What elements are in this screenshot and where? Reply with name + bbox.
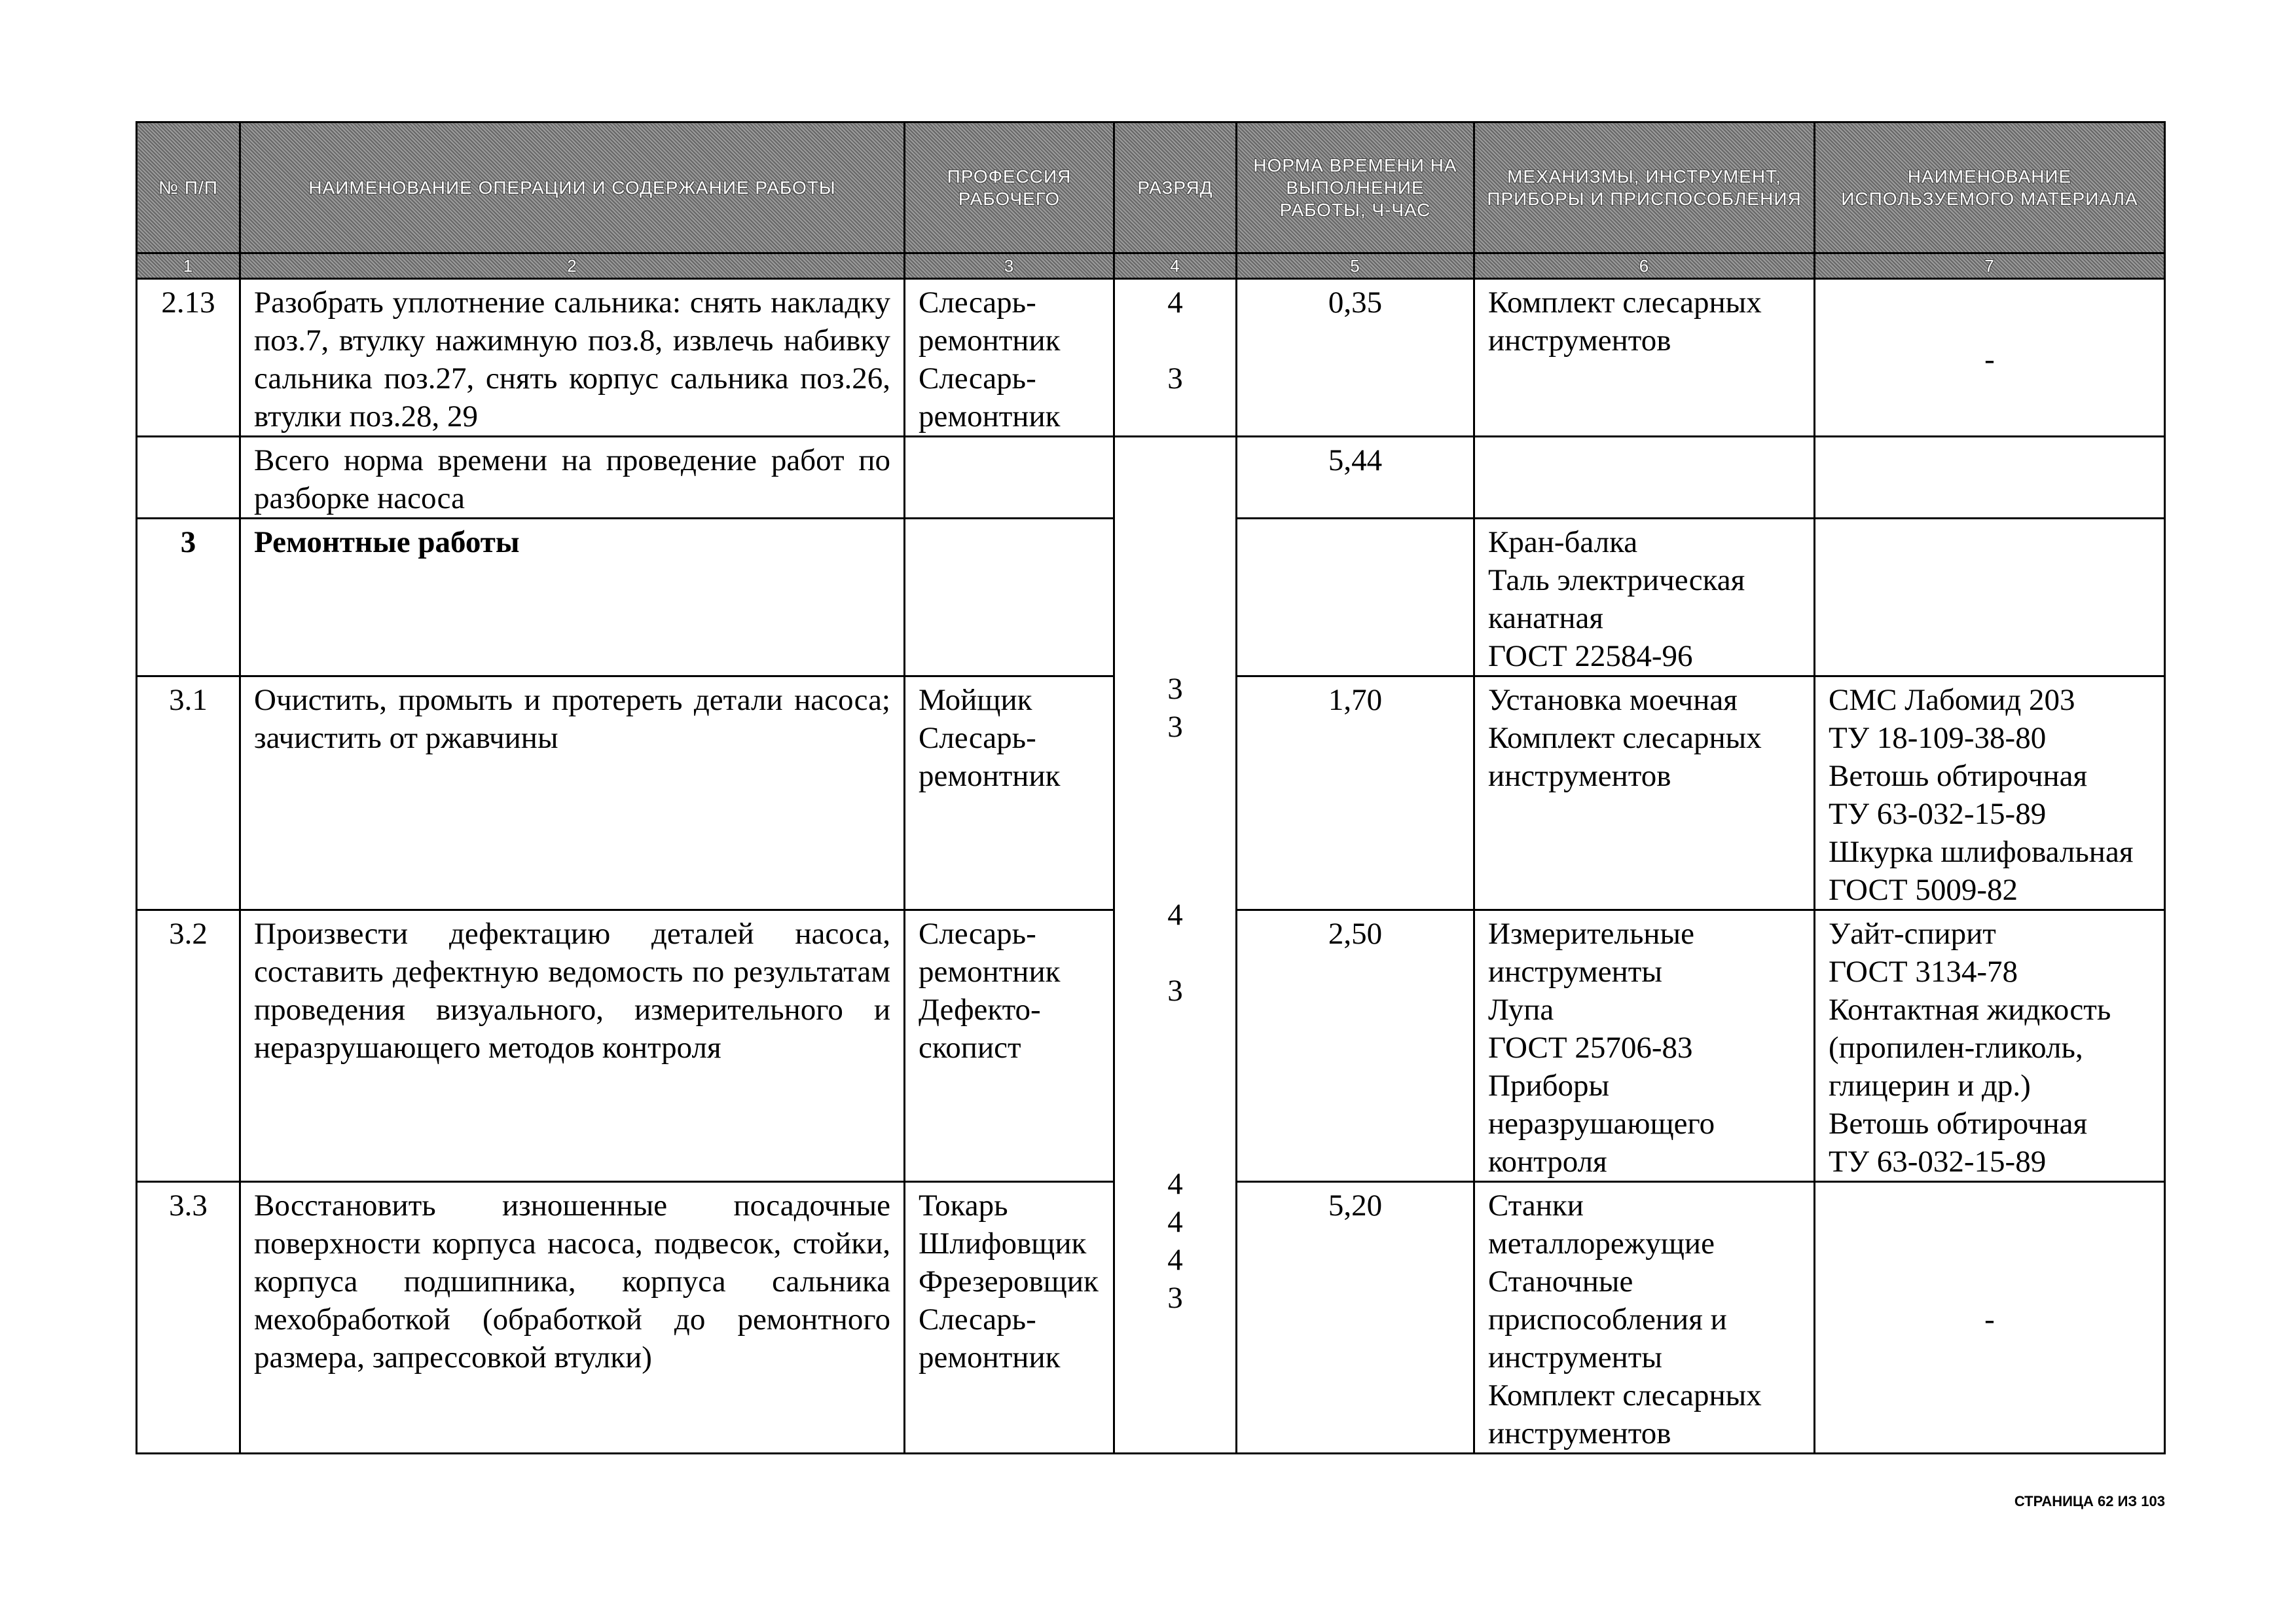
column-number: 4	[1114, 253, 1237, 279]
material-cell: -	[1815, 1182, 2165, 1454]
column-number: 7	[1815, 253, 2165, 279]
profession-line: ремонтник	[919, 323, 1061, 358]
material-line: Уайт-спирит	[1829, 917, 1996, 951]
time-norm: 2,50	[1237, 910, 1474, 1182]
operation-text: Разобрать уплотнение сальника: снять накладку поз.7, втулку нажимную поз.8, извлечь набивку сальника поз.27, снять корпус сальника поз.26, втулки поз.28, 29	[240, 279, 905, 437]
tool-line: Установка моечная	[1488, 683, 1738, 717]
row-number: 3.1	[137, 676, 240, 910]
row-number-empty	[137, 437, 240, 519]
time-norm: 1,70	[1237, 676, 1474, 910]
tools-cell	[1474, 519, 1815, 676]
profession-line: скопист	[919, 1031, 1021, 1065]
material-line: Контактная жидкость (пропилен-гликоль, глицерин и др.)	[1829, 993, 2111, 1103]
profession-cell	[905, 1182, 1114, 1454]
header-profession: ПРОФЕССИЯ РАБОЧЕГО	[905, 122, 1114, 253]
material-line: ГОСТ 3134-78	[1829, 955, 2018, 989]
column-number: 2	[240, 253, 905, 279]
header-material: НАИМЕНОВАНИЕ ИСПОЛЬЗУЕМОГО МАТЕРИАЛА	[1815, 122, 2165, 253]
header-grade: РАЗРЯД	[1114, 122, 1237, 253]
column-numbers-row	[137, 253, 2165, 279]
grade-value: 3	[1167, 1281, 1183, 1315]
time-norm-empty	[1237, 519, 1474, 676]
profession-line: Мойщик	[919, 683, 1032, 717]
grade-value: 4	[1167, 1243, 1183, 1277]
time-norm: 5,20	[1237, 1182, 1474, 1454]
grade-value: 3	[1167, 710, 1183, 744]
tool-line: Приборы неразрушающего контроля	[1488, 1069, 1715, 1179]
tools-cell-empty	[1474, 437, 1815, 519]
tool-line: Кран-балка	[1488, 525, 1638, 559]
tools-cell	[1474, 676, 1815, 910]
table-row	[137, 279, 2165, 437]
tools-cell: Комплект слесарных инструментов	[1474, 279, 1815, 437]
section-number: 3	[137, 519, 240, 676]
material-cell: -	[1815, 279, 2165, 437]
tools-cell	[1474, 910, 1815, 1182]
tool-line: Таль электрическая канатная	[1488, 563, 1745, 635]
header-operation: НАИМЕНОВАНИЕ ОПЕРАЦИИ И СОДЕРЖАНИЕ РАБОТЫ	[240, 122, 905, 253]
header-tools: МЕХАНИЗМЫ, ИНСТРУМЕНТ, ПРИБОРЫ И ПРИСПОСОБЛЕНИЯ	[1474, 122, 1815, 253]
material-line: СМС Лабомид 203	[1829, 683, 2075, 717]
operation-text: Очистить, промыть и протереть детали насоса; зачистить от ржавчины	[240, 676, 905, 910]
material-line: ГОСТ 5009-82	[1829, 873, 2018, 907]
grade-spacer	[1115, 934, 1235, 972]
section-title: Ремонтные работы	[240, 519, 905, 676]
operation-text: Всего норма времени на проведение работ по разборке насоса	[240, 437, 905, 519]
column-number: 5	[1237, 253, 1474, 279]
tool-line: Измерительные инструменты	[1488, 917, 1694, 989]
tools-cell	[1474, 1182, 1815, 1454]
material-line: ТУ 63-032-15-89	[1829, 1145, 2047, 1179]
material-line: Ветошь обтирочная	[1829, 1107, 2088, 1141]
tool-line: Станочные приспособления и инструменты	[1488, 1264, 1727, 1375]
profession-line: Дефекто-	[919, 993, 1041, 1027]
column-number: 3	[905, 253, 1114, 279]
profession-line: ремонтник	[919, 759, 1061, 793]
time-norm: 0,35	[1237, 279, 1474, 437]
profession-line: ремонтник	[919, 1340, 1061, 1375]
material-line: Шкурка шлифовальная	[1829, 835, 2134, 869]
profession-line: Токарь	[919, 1189, 1008, 1223]
profession-line: Фрезеровщик	[919, 1264, 1099, 1299]
material-cell-empty	[1815, 437, 2165, 519]
grade-cell-merged	[1114, 437, 1237, 1454]
profession-line: Слесарь-	[919, 721, 1036, 755]
header-num: № П/П	[137, 122, 240, 253]
material-cell	[1815, 910, 2165, 1182]
profession-line: Слесарь-	[919, 361, 1036, 396]
table-header-row	[137, 122, 2165, 253]
operation-text: Восстановить изношенные посадочные поверхности корпуса насоса, подвесок, стойки, корпуса подшипника, корпуса сальника мехобработкой (обработкой до ремонтного размера, запрессовкой втулки)	[240, 1182, 905, 1454]
work-norms-table	[136, 121, 2166, 1454]
tool-line: Лупа	[1488, 993, 1554, 1027]
profession-cell	[905, 910, 1114, 1182]
profession-cell	[905, 676, 1114, 910]
row-number: 3.2	[137, 910, 240, 1182]
profession-line: Слесарь-	[919, 917, 1036, 951]
row-number: 2.13	[137, 279, 240, 437]
header-time-norm: НОРМА ВРЕМЕНИ НА ВЫПОЛНЕНИЕ РАБОТЫ, Ч-ЧАС	[1237, 122, 1474, 253]
grade-value: 4	[1167, 286, 1183, 320]
profession-line: Шлифовщик	[919, 1227, 1087, 1261]
profession-cell-empty	[905, 519, 1114, 676]
grade-value: 3	[1167, 974, 1183, 1008]
grade-value: 4	[1167, 898, 1183, 932]
material-cell	[1815, 676, 2165, 910]
profession-cell	[905, 279, 1114, 437]
material-line: Ветошь обтирочная	[1829, 759, 2088, 793]
tool-line: Комплект слесарных инструментов	[1488, 721, 1762, 793]
time-norm-total: 5,44	[1237, 437, 1474, 519]
tool-line: Комплект слесарных инструментов	[1488, 1378, 1762, 1450]
profession-cell-empty	[905, 437, 1114, 519]
profession-line: ремонтник	[919, 955, 1061, 989]
grade-value: 3	[1167, 672, 1183, 706]
tool-line: Станки металлорежущие	[1488, 1189, 1715, 1261]
profession-line: Слесарь-	[919, 1302, 1036, 1337]
material-cell-empty	[1815, 519, 2165, 676]
grade-cell	[1114, 279, 1237, 437]
material-line: ТУ 18-109-38-80	[1829, 721, 2047, 755]
grade-value: 4	[1167, 1205, 1183, 1239]
grade-spacer	[1128, 322, 1222, 360]
material-line: ТУ 63-032-15-89	[1829, 797, 2047, 831]
column-number: 1	[137, 253, 240, 279]
grade-value: 4	[1167, 1167, 1183, 1201]
profession-line: ремонтник	[919, 399, 1061, 434]
tool-line: ГОСТ 25706-83	[1488, 1031, 1693, 1065]
column-number: 6	[1474, 253, 1815, 279]
grade-value: 3	[1167, 361, 1183, 396]
profession-line: Слесарь-	[919, 286, 1036, 320]
row-number: 3.3	[137, 1182, 240, 1454]
page-number: СТРАНИЦА 62 ИЗ 103	[2014, 1493, 2165, 1509]
tool-line: ГОСТ 22584-96	[1488, 639, 1693, 673]
table-row-total	[137, 437, 2165, 519]
operation-text: Произвести дефектацию деталей насоса, составить дефектную ведомость по результатам проведения визуального, измерительного и неразрушающего методов контроля	[240, 910, 905, 1182]
